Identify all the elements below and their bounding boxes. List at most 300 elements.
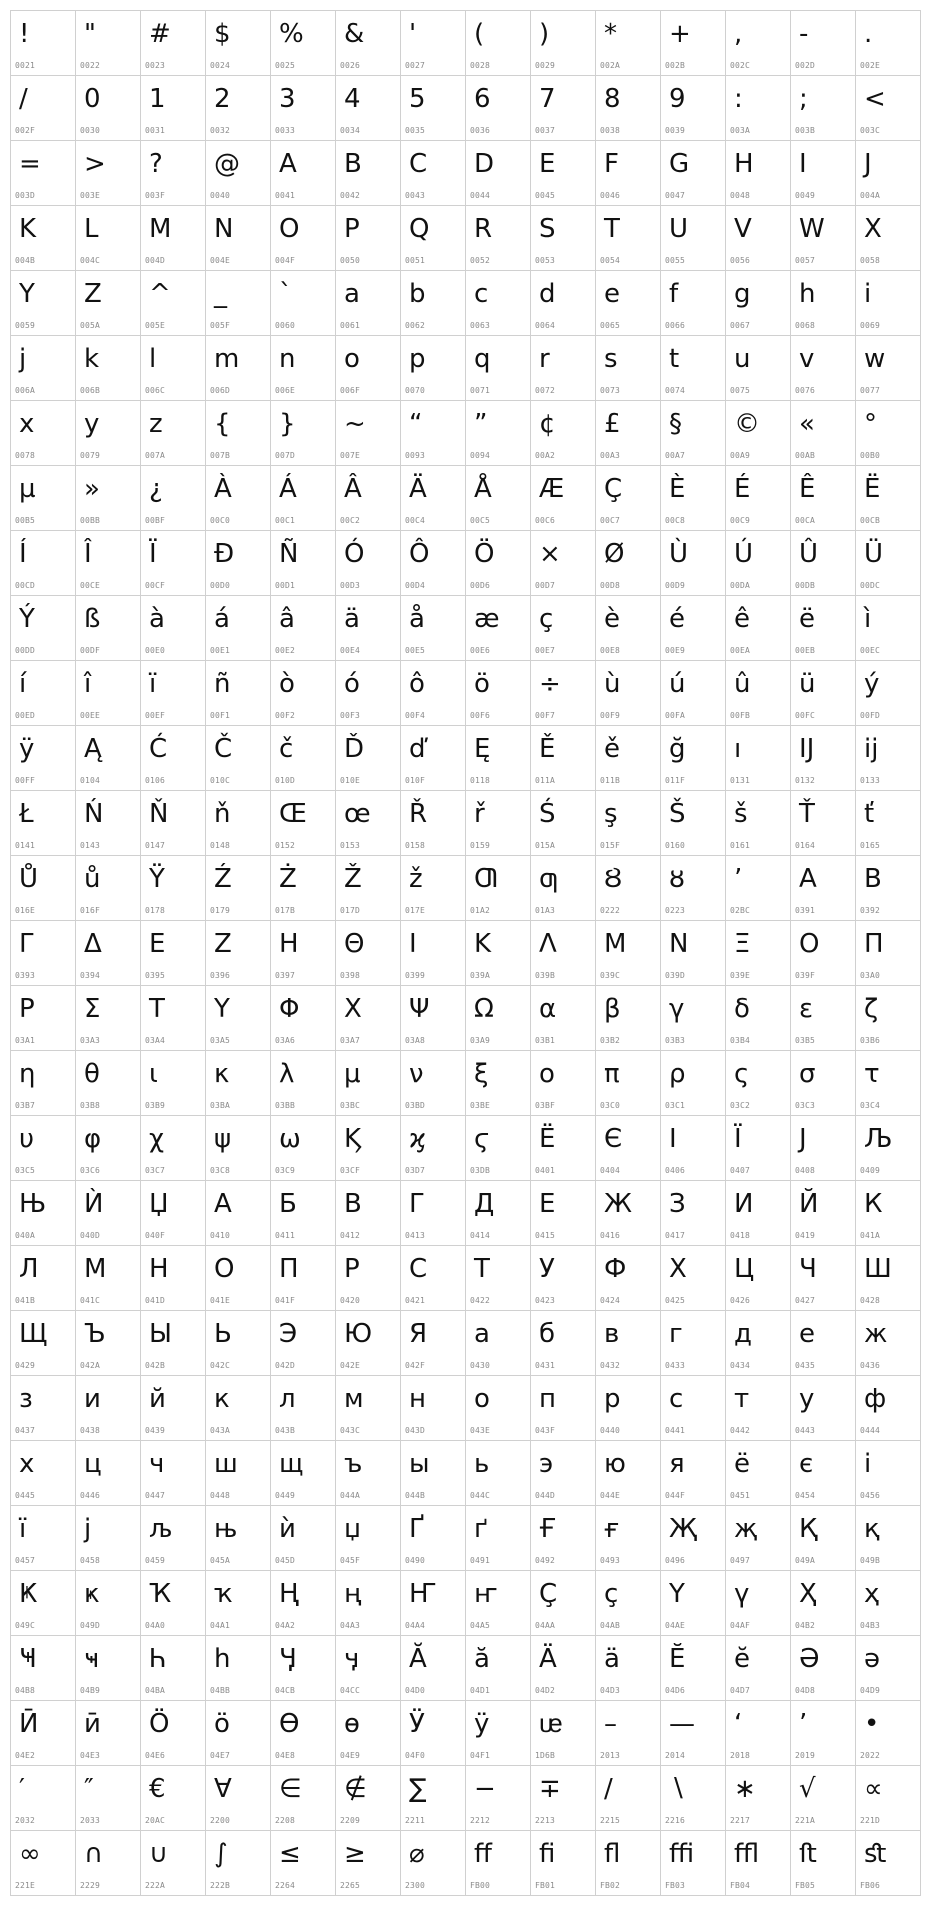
glyph-cell <box>791 1051 856 1116</box>
glyph-character: б <box>539 1319 556 1349</box>
glyph-codepoint: 0421 <box>405 1296 426 1305</box>
glyph-character: ÿ <box>19 734 35 764</box>
glyph-codepoint: 0057 <box>795 256 816 265</box>
glyph-cell <box>531 921 596 986</box>
glyph-codepoint: 039F <box>795 971 816 980</box>
glyph-cell <box>206 1441 271 1506</box>
glyph-cell <box>401 11 466 76</box>
glyph-codepoint: 004D <box>145 256 166 265</box>
glyph-codepoint: 0449 <box>275 1491 296 1500</box>
glyph-cell <box>726 206 791 271</box>
glyph-cell <box>791 1506 856 1571</box>
glyph-character: Û <box>799 539 819 569</box>
glyph-codepoint: 0044 <box>470 191 491 200</box>
glyph-codepoint: 2217 <box>730 1816 751 1825</box>
glyph-codepoint: 00D1 <box>275 581 296 590</box>
glyph-codepoint: 2033 <box>80 1816 101 1825</box>
glyph-cell <box>336 1116 401 1181</box>
glyph-codepoint: 03B1 <box>535 1036 556 1045</box>
glyph-character: À <box>214 474 232 504</box>
glyph-codepoint: 0031 <box>145 126 166 135</box>
glyph-cell <box>206 1766 271 1831</box>
glyph-character: З <box>669 1189 686 1219</box>
glyph-character: σ <box>799 1059 816 1089</box>
glyph-codepoint: 0093 <box>405 451 426 460</box>
glyph-cell <box>791 1571 856 1636</box>
glyph-cell <box>856 76 921 141</box>
glyph-character: О <box>214 1254 235 1284</box>
glyph-character: : <box>734 84 743 114</box>
glyph-cell <box>661 1376 726 1441</box>
glyph-character: ӌ <box>344 1644 360 1674</box>
glyph-cell <box>336 1701 401 1766</box>
glyph-character: v <box>799 344 815 374</box>
glyph-character: Ö <box>474 539 495 569</box>
glyph-character: Л <box>19 1254 39 1284</box>
glyph-codepoint: 03D7 <box>405 1166 426 1175</box>
glyph-cell <box>336 986 401 1051</box>
glyph-cell <box>596 466 661 531</box>
glyph-cell <box>76 1441 141 1506</box>
glyph-character: И <box>734 1189 754 1219</box>
glyph-character: © <box>734 409 760 439</box>
glyph-codepoint: 0454 <box>795 1491 816 1500</box>
glyph-codepoint: 00DB <box>795 581 816 590</box>
glyph-character: æ <box>474 604 500 634</box>
glyph-cell <box>466 1051 531 1116</box>
glyph-character: А <box>214 1189 232 1219</box>
glyph-cell <box>336 1506 401 1571</box>
glyph-character: F <box>604 149 619 179</box>
glyph-cell <box>531 1766 596 1831</box>
glyph-character: ш <box>214 1449 238 1479</box>
glyph-cell <box>791 1636 856 1701</box>
glyph-codepoint: 004F <box>275 256 296 265</box>
glyph-cell <box>336 1181 401 1246</box>
glyph-character: Ä <box>409 474 427 504</box>
glyph-codepoint: 049D <box>80 1621 101 1630</box>
glyph-cell <box>856 466 921 531</box>
glyph-cell <box>726 1116 791 1181</box>
glyph-cell <box>661 11 726 76</box>
glyph-codepoint: 04BA <box>145 1686 166 1695</box>
glyph-character: С <box>409 1254 428 1284</box>
glyph-cell <box>596 1701 661 1766</box>
glyph-codepoint: 04E6 <box>145 1751 166 1760</box>
glyph-cell <box>11 1246 76 1311</box>
glyph-codepoint: 00CF <box>145 581 166 590</box>
glyph-codepoint: 010F <box>405 776 426 785</box>
glyph-codepoint: 0178 <box>145 906 166 915</box>
glyph-codepoint: 010D <box>275 776 296 785</box>
glyph-character: U <box>669 214 689 244</box>
glyph-codepoint: 0074 <box>665 386 686 395</box>
glyph-character: П <box>279 1254 299 1284</box>
glyph-codepoint: 0426 <box>730 1296 751 1305</box>
glyph-codepoint: 004E <box>210 256 231 265</box>
glyph-character: њ <box>214 1514 238 1544</box>
glyph-character: ﬀ <box>474 1839 492 1869</box>
glyph-cell <box>726 921 791 986</box>
glyph-codepoint: 04D0 <box>405 1686 426 1695</box>
glyph-cell <box>336 1311 401 1376</box>
glyph-codepoint: FB02 <box>600 1881 621 1890</box>
glyph-cell <box>856 1831 921 1896</box>
glyph-cell <box>141 726 206 791</box>
glyph-codepoint: 040F <box>145 1231 166 1240</box>
glyph-character: “ <box>409 409 423 439</box>
glyph-character: ю <box>604 1449 626 1479</box>
glyph-character: ò <box>279 669 295 699</box>
glyph-codepoint: 044D <box>535 1491 556 1500</box>
glyph-character: B <box>344 149 362 179</box>
glyph-character: l <box>149 344 157 374</box>
glyph-cell <box>271 596 336 661</box>
glyph-codepoint: 0047 <box>665 191 686 200</box>
glyph-codepoint: 011A <box>535 776 556 785</box>
glyph-cell <box>76 1831 141 1896</box>
glyph-character: у <box>799 1384 815 1414</box>
glyph-character: Ґ <box>409 1514 425 1544</box>
glyph-character: ∪ <box>149 1839 169 1869</box>
glyph-codepoint: 00FC <box>795 711 816 720</box>
glyph-codepoint: 00F6 <box>470 711 491 720</box>
glyph-codepoint: 00B0 <box>860 451 881 460</box>
glyph-codepoint: 0067 <box>730 321 751 330</box>
glyph-character: ӧ <box>214 1709 230 1739</box>
glyph-cell <box>336 76 401 141</box>
glyph-codepoint: 03A0 <box>860 971 881 980</box>
glyph-codepoint: 00E0 <box>145 646 166 655</box>
glyph-cell <box>11 1506 76 1571</box>
glyph-character: ∕ <box>604 1774 613 1804</box>
glyph-codepoint: 04CB <box>275 1686 296 1695</box>
glyph-character: ^ <box>149 279 171 309</box>
glyph-character: ы <box>409 1449 430 1479</box>
glyph-character: Ү <box>669 1579 685 1609</box>
glyph-codepoint: 03A9 <box>470 1036 491 1045</box>
glyph-cell <box>141 76 206 141</box>
glyph-character: К <box>864 1189 883 1219</box>
glyph-cell <box>11 856 76 921</box>
glyph-cell <box>76 1181 141 1246</box>
glyph-character: Ю <box>344 1319 373 1349</box>
glyph-codepoint: 00FD <box>860 711 881 720</box>
glyph-codepoint: 2213 <box>535 1816 556 1825</box>
glyph-codepoint: 03B5 <box>795 1036 816 1045</box>
glyph-cell <box>401 1571 466 1636</box>
glyph-codepoint: 0024 <box>210 61 231 70</box>
glyph-character: M <box>149 214 172 244</box>
glyph-cell <box>401 661 466 726</box>
glyph-cell <box>791 531 856 596</box>
glyph-cell <box>596 1636 661 1701</box>
glyph-codepoint: 0436 <box>860 1361 881 1370</box>
glyph-codepoint: 00A2 <box>535 451 556 460</box>
glyph-character: R <box>474 214 493 244</box>
glyph-character: N <box>214 214 234 244</box>
glyph-codepoint: 007D <box>275 451 296 460</box>
glyph-character: Μ <box>604 929 627 959</box>
glyph-cell <box>401 856 466 921</box>
glyph-codepoint: 0075 <box>730 386 751 395</box>
glyph-cell <box>271 11 336 76</box>
glyph-character: @ <box>214 149 240 179</box>
glyph-cell <box>141 596 206 661</box>
glyph-cell <box>466 1181 531 1246</box>
glyph-codepoint: 003D <box>15 191 36 200</box>
glyph-character: ĳ <box>864 734 879 764</box>
glyph-character: c <box>474 279 489 309</box>
glyph-cell <box>141 1831 206 1896</box>
glyph-cell <box>206 1701 271 1766</box>
glyph-character: ﬅ <box>799 1839 817 1869</box>
glyph-cell <box>726 856 791 921</box>
glyph-character: и <box>84 1384 101 1414</box>
glyph-cell <box>336 596 401 661</box>
glyph-character: Ú <box>734 539 754 569</box>
glyph-character: Ê <box>799 474 816 504</box>
glyph-character: Ҫ <box>539 1579 558 1609</box>
glyph-codepoint: 0028 <box>470 61 491 70</box>
glyph-codepoint: 0161 <box>730 841 751 850</box>
glyph-character: ʼ <box>734 864 743 894</box>
glyph-codepoint: 04A3 <box>340 1621 361 1630</box>
glyph-codepoint: 03B6 <box>860 1036 881 1045</box>
glyph-cell <box>11 596 76 661</box>
glyph-codepoint: 03C0 <box>600 1101 621 1110</box>
glyph-character: ¢ <box>539 409 556 439</box>
glyph-codepoint: 00E4 <box>340 646 361 655</box>
glyph-codepoint: 0056 <box>730 256 751 265</box>
glyph-character: ğ <box>669 734 686 764</box>
glyph-cell <box>856 596 921 661</box>
glyph-cell <box>791 466 856 531</box>
glyph-character: θ <box>84 1059 100 1089</box>
glyph-cell <box>856 1051 921 1116</box>
glyph-cell <box>76 596 141 661</box>
glyph-character: Â <box>344 474 362 504</box>
glyph-character: č <box>279 734 294 764</box>
glyph-character: Ĳ <box>799 734 815 764</box>
glyph-cell <box>271 1701 336 1766</box>
glyph-character: ∑ <box>409 1774 427 1804</box>
glyph-codepoint: 2264 <box>275 1881 296 1890</box>
glyph-character: L <box>84 214 99 244</box>
glyph-cell <box>141 1181 206 1246</box>
glyph-codepoint: 0066 <box>665 321 686 330</box>
glyph-codepoint: 0435 <box>795 1361 816 1370</box>
glyph-cell <box>596 1246 661 1311</box>
glyph-cell <box>856 401 921 466</box>
glyph-cell <box>661 271 726 336</box>
glyph-cell <box>271 1376 336 1441</box>
glyph-codepoint: 002E <box>860 61 881 70</box>
glyph-character: š <box>734 799 748 829</box>
glyph-cell <box>726 1571 791 1636</box>
glyph-codepoint: 2014 <box>665 1751 686 1760</box>
glyph-character: І <box>669 1124 677 1154</box>
glyph-cell <box>791 1181 856 1246</box>
glyph-character: Ł <box>19 799 34 829</box>
glyph-cell <box>791 336 856 401</box>
glyph-cell <box>856 661 921 726</box>
glyph-character: – <box>604 1709 617 1739</box>
glyph-character: э <box>539 1449 554 1479</box>
glyph-cell <box>271 1766 336 1831</box>
glyph-codepoint: 04B8 <box>15 1686 36 1695</box>
glyph-character: μ <box>344 1059 361 1089</box>
glyph-character: Ъ <box>84 1319 106 1349</box>
glyph-codepoint: 0425 <box>665 1296 686 1305</box>
glyph-codepoint: 2211 <box>405 1816 426 1825</box>
glyph-character: ť <box>864 799 875 829</box>
glyph-cell <box>466 726 531 791</box>
glyph-codepoint: 0459 <box>145 1556 166 1565</box>
glyph-character: ê <box>734 604 750 634</box>
glyph-character: ﬁ <box>539 1839 556 1869</box>
glyph-codepoint: 006C <box>145 386 166 395</box>
glyph-codepoint: 0148 <box>210 841 231 850</box>
glyph-character: һ <box>214 1644 231 1674</box>
glyph-codepoint: 00BB <box>80 516 101 525</box>
glyph-cell <box>791 1116 856 1181</box>
glyph-character: f <box>669 279 679 309</box>
glyph-character: k <box>84 344 100 374</box>
glyph-cell <box>206 1051 271 1116</box>
glyph-codepoint: FB03 <box>665 1881 686 1890</box>
glyph-cell <box>336 141 401 206</box>
glyph-codepoint: 0423 <box>535 1296 556 1305</box>
glyph-character: 9 <box>669 84 686 114</box>
glyph-character: Θ <box>344 929 365 959</box>
glyph-cell <box>856 726 921 791</box>
glyph-cell <box>856 1376 921 1441</box>
glyph-cell <box>11 1181 76 1246</box>
glyph-codepoint: 045A <box>210 1556 231 1565</box>
glyph-codepoint: 04D3 <box>600 1686 621 1695</box>
glyph-cell <box>661 1441 726 1506</box>
glyph-character: ҹ <box>84 1644 100 1674</box>
glyph-codepoint: 00D8 <box>600 581 621 590</box>
glyph-codepoint: 03DB <box>470 1166 491 1175</box>
glyph-codepoint: FB04 <box>730 1881 751 1890</box>
glyph-character: Κ <box>474 929 492 959</box>
glyph-codepoint: 0071 <box>470 386 491 395</box>
glyph-character: җ <box>734 1514 758 1544</box>
glyph-codepoint: 03A4 <box>145 1036 166 1045</box>
glyph-character: Í <box>19 539 27 569</box>
glyph-character: ñ <box>214 669 231 699</box>
glyph-character: ӗ <box>734 1644 750 1674</box>
glyph-cell <box>661 661 726 726</box>
glyph-character: â <box>279 604 295 634</box>
glyph-codepoint: 00E6 <box>470 646 491 655</box>
glyph-cell <box>791 76 856 141</box>
glyph-character: а <box>474 1319 490 1349</box>
glyph-codepoint: 044B <box>405 1491 426 1500</box>
glyph-character: ¿ <box>149 474 163 504</box>
glyph-cell <box>206 726 271 791</box>
glyph-character: Њ <box>19 1189 47 1219</box>
glyph-character: Ï <box>149 539 157 569</box>
glyph-cell <box>791 791 856 856</box>
glyph-cell <box>336 791 401 856</box>
glyph-cell <box>76 986 141 1051</box>
glyph-codepoint: 0407 <box>730 1166 751 1175</box>
glyph-character: κ <box>214 1059 230 1089</box>
glyph-character: ι <box>149 1059 158 1089</box>
glyph-character: < <box>864 84 886 114</box>
glyph-codepoint: 0033 <box>275 126 296 135</box>
glyph-character: 6 <box>474 84 491 114</box>
glyph-cell <box>596 271 661 336</box>
glyph-character: Я <box>409 1319 428 1349</box>
glyph-codepoint: 042D <box>275 1361 296 1370</box>
glyph-codepoint: 0431 <box>535 1361 556 1370</box>
glyph-codepoint: 043D <box>405 1426 426 1435</box>
glyph-character: w <box>864 344 886 374</box>
glyph-cell <box>791 1246 856 1311</box>
glyph-cell <box>531 791 596 856</box>
glyph-codepoint: 044F <box>665 1491 686 1500</box>
glyph-cell <box>661 336 726 401</box>
glyph-cell <box>336 661 401 726</box>
glyph-codepoint: 04E7 <box>210 1751 231 1760</box>
glyph-character: _ <box>214 279 227 309</box>
glyph-cell <box>661 921 726 986</box>
glyph-character: Қ <box>799 1514 818 1544</box>
glyph-cell <box>141 1636 206 1701</box>
glyph-cell <box>206 206 271 271</box>
glyph-character: . <box>864 19 873 49</box>
glyph-codepoint: 0397 <box>275 971 296 980</box>
glyph-cell <box>856 1246 921 1311</box>
glyph-character: ρ <box>669 1059 686 1089</box>
glyph-character: ү <box>734 1579 750 1609</box>
glyph-cell <box>661 401 726 466</box>
glyph-codepoint: 0393 <box>15 971 36 980</box>
glyph-character: 4 <box>344 84 361 114</box>
glyph-codepoint: 00DF <box>80 646 101 655</box>
glyph-character: ž <box>409 864 423 894</box>
glyph-cell <box>661 1051 726 1116</box>
glyph-cell <box>856 336 921 401</box>
glyph-character: Ҡ <box>149 1579 172 1609</box>
glyph-codepoint: 2300 <box>405 1881 426 1890</box>
glyph-cell <box>141 791 206 856</box>
glyph-cell <box>661 1831 726 1896</box>
glyph-cell <box>336 401 401 466</box>
glyph-cell <box>531 11 596 76</box>
glyph-character: Џ <box>149 1189 169 1219</box>
glyph-codepoint: 040A <box>15 1231 36 1240</box>
glyph-cell <box>856 141 921 206</box>
glyph-character: Ę <box>474 734 491 764</box>
glyph-character: • <box>864 1709 880 1739</box>
glyph-cell <box>791 11 856 76</box>
glyph-cell <box>11 401 76 466</box>
glyph-codepoint: 017D <box>340 906 361 915</box>
glyph-character: ď <box>409 734 426 764</box>
glyph-codepoint: 0418 <box>730 1231 751 1240</box>
glyph-codepoint: 00F7 <box>535 711 556 720</box>
glyph-codepoint: 0036 <box>470 126 491 135</box>
glyph-codepoint: 04CC <box>340 1686 361 1695</box>
glyph-cell <box>531 401 596 466</box>
glyph-cell <box>271 661 336 726</box>
glyph-cell <box>856 856 921 921</box>
